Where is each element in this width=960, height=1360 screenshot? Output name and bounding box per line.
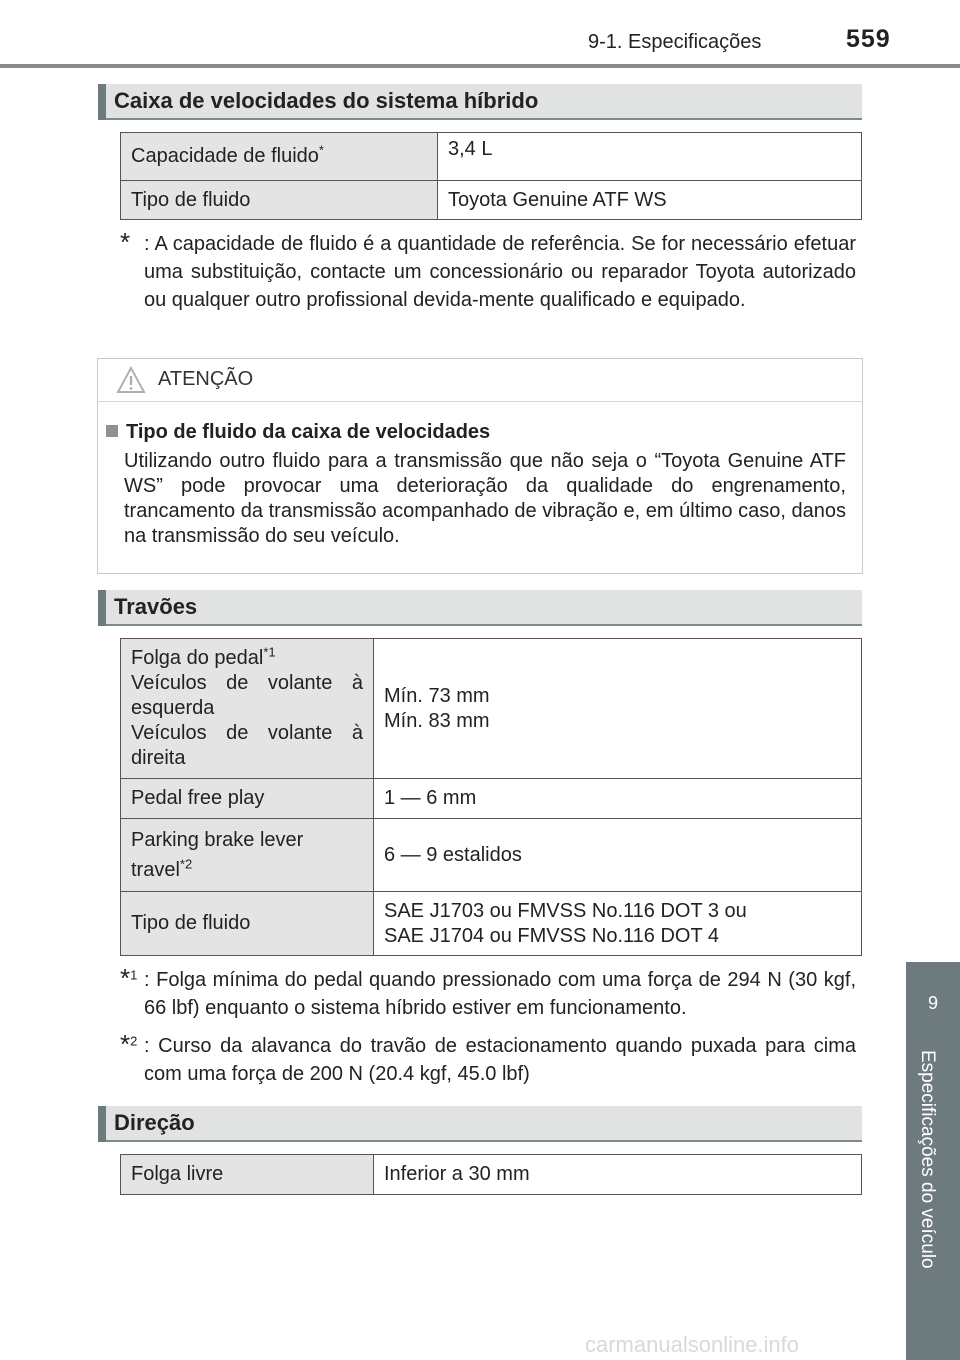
spec-key: Tipo de fluido xyxy=(121,181,438,220)
square-bullet-icon xyxy=(106,425,118,437)
section-heading-steering xyxy=(98,1106,862,1142)
chapter-tab xyxy=(906,1044,960,1360)
footnote-marker: *$^2$ xyxy=(120,1029,138,1059)
table-row xyxy=(121,133,862,181)
spec-value: SAE J1703 ou FMVSS No.116 DOT 3 ou SAE J1704 ou FMVSS No.116 DOT 4 xyxy=(374,892,862,956)
footnote-text: : Curso da alavanca do travão de estacionamento quando puxada para cima com uma força de 200 N (20.4 kgf, 45.0 lbf) xyxy=(144,1035,856,1085)
spec-value: 3,4 L xyxy=(438,133,862,181)
chapter-tab-label: Especificações do veículo xyxy=(917,1050,938,1269)
spec-key: Capacidade de fluido* xyxy=(121,133,438,181)
footnote-marker: *$^1$ xyxy=(120,963,138,993)
footnote xyxy=(120,963,856,1022)
brakes-spec-table xyxy=(120,638,862,956)
section-title: Caixa de velocidades do sistema híbrido xyxy=(114,88,539,113)
section-heading-transmission xyxy=(98,84,862,120)
table-row xyxy=(121,181,862,220)
section-heading-brakes xyxy=(98,590,862,626)
caution-box xyxy=(97,358,863,574)
spec-key: Tipo de fluido xyxy=(121,892,374,956)
spec-value: 6 — 9 estalidos xyxy=(374,819,862,892)
spec-key: Pedal free play xyxy=(121,779,374,819)
table-row xyxy=(121,819,862,892)
page-number: 559 xyxy=(846,25,891,53)
caution-header xyxy=(98,359,862,402)
warning-triangle-icon xyxy=(116,365,146,395)
table-row xyxy=(121,639,862,779)
footnote-text: : A capacidade de fluido é a quantidade de referência. Se for necessário efetuar uma substituição, contacte um concessionário ou reparador Toyota autorizado ou qualquer outro profissional devida-mente qualificado e equipado. xyxy=(144,233,856,311)
caution-item-title: Tipo de fluido da caixa de velocidades xyxy=(106,421,490,444)
watermark-text: carmanualsonline.info xyxy=(585,1332,800,1357)
footnote xyxy=(120,227,856,314)
footnote-marker: * xyxy=(120,227,131,257)
steering-spec-table xyxy=(120,1154,862,1195)
spec-key: Folga livre xyxy=(121,1155,374,1195)
header-section-title: 9-1. Especificações xyxy=(588,31,762,53)
spec-key: Parking brake lever travel$^{*2}$ xyxy=(121,819,374,892)
header-divider xyxy=(0,64,960,68)
spec-value: Toyota Genuine ATF WS xyxy=(438,181,862,220)
spec-value: Mín. 73 mm Mín. 83 mm xyxy=(374,639,862,779)
spec-key: Folga do pedal$^{*1}$ Veículos de volante à esquerda Veículos de volante à direita xyxy=(121,639,374,779)
footnote-text: : Folga mínima do pedal quando pressionado com uma força de 294 N (30 kgf, 66 lbf) enquanto o sistema híbrido estiver em funcionamento. xyxy=(144,969,856,1019)
chapter-tab-number: 9 xyxy=(906,962,960,1044)
table-row xyxy=(121,779,862,819)
table-row xyxy=(121,892,862,956)
table-row xyxy=(121,1155,862,1195)
section-title: Direção xyxy=(114,1110,195,1135)
spec-value: Inferior a 30 mm xyxy=(374,1155,862,1195)
spec-value: 1 — 6 mm xyxy=(374,779,862,819)
section-title: Travões xyxy=(114,594,198,619)
footnote xyxy=(120,1029,856,1088)
transmission-spec-table xyxy=(120,132,862,220)
caution-title: ATENÇÃO xyxy=(158,368,254,390)
caution-body: Utilizando outro fluido para a transmissão que não seja o “Toyota Genuine ATF WS” pode provocar uma deterioração da qualidade do engrenamento, trancamento da transmissão acompanhado de vibração e, em último caso, danos na transmissão do seu veículo. xyxy=(124,450,846,547)
